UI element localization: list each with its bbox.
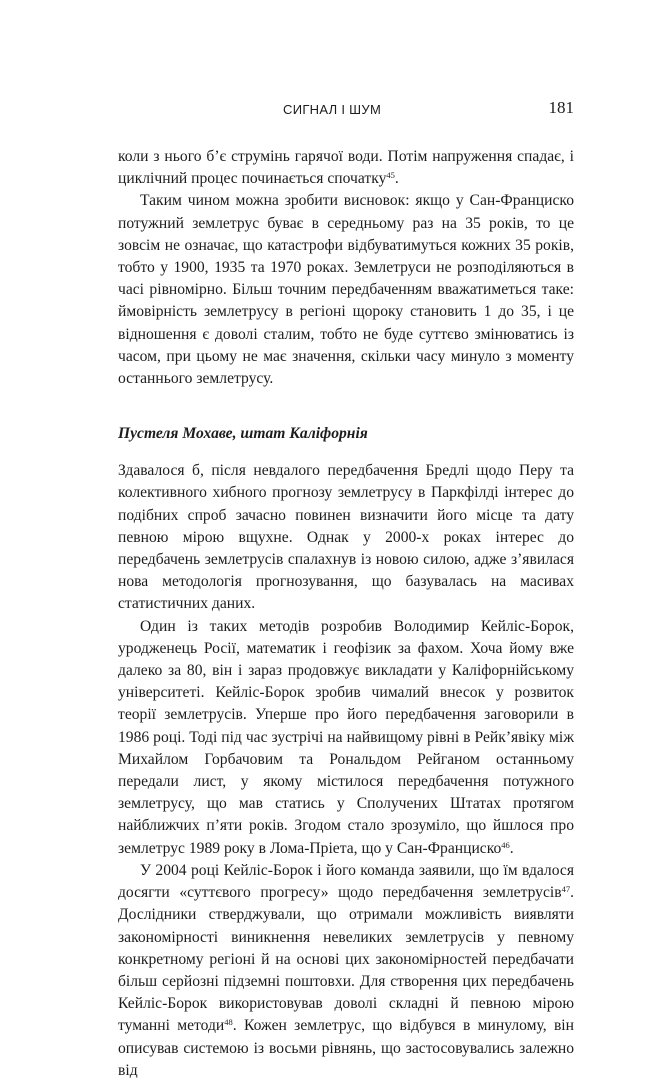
page-number: 181 — [548, 98, 574, 117]
paragraph-continued: коли з нього б’є струмінь гарячої води. Потім напруження спадає, і циклічний процес починається спочатку$^{45}$. — [118, 148, 574, 188]
running-head — [118, 96, 574, 122]
paragraph-text: . Дослідники стверджували, що отримали можливість виявляти закономірності виникнення невеликих землетрусів у певному конкретному регіоні й на основі цих закономірностей передбачати більш серйозні підземні поштовхи. Для створення цих передбачень Кейліс-Борок використовував доволі складні й певною мірою туманні методи — [118, 884, 574, 1035]
paragraph — [118, 460, 574, 615]
running-title: СИГНАЛ І ШУМ — [283, 102, 382, 117]
footnote-marker: 46 — [501, 839, 510, 850]
paragraph-text: коли з нього б’є струмінь гарячої води. Потім напруження спадає, і циклічний процес починається спочатку — [118, 148, 574, 188]
paragraph-text: Один із таких методів розробив Володимир Кейліс-Борок, уродженець Росії, математик і геофізик за фахом. Хоча йому вже далеко за 80, він і зараз продовжує викладати у Каліфорнійському університеті. Кейліс-Борок зробив чималий внесок у розвиток теорії землетрусів. Уперше про його передбачення заговорили в 1986 році. Тоді під час зустрічі на найвищому рівні в Рейк’явіку між Михайлом Горбачовим та Рональдом Рейганом останньому передали лист, у якому містилося передбачення потужного землетрусу, що мав статись у Сполучених Штатах протягом найближчих п’яти років. Згодом стало зрозуміло, що йшлося про землетрус 1989 року в Лома-Пріета, що у Сан-Франциско — [118, 617, 574, 857]
paragraph — [118, 190, 574, 390]
footnote-marker: 47 — [561, 884, 571, 895]
section-heading: Пустеля Мохаве, штат Каліфорнія — [118, 425, 368, 443]
paragraph-text: Здавалося б, після невдалого передбачення Бредлі щодо Перу та колективного хибного прогнозу землетрусу в Паркфілді інтерес до подібних спроб зачасно повинен визначити його місце та дату певною мірою вщухне. Однак у 2000-х роках інтерес до передбачень землетрусів спалахнув із новою силою, адже з’явилася нова методологія прогнозування, що базувалась на масивах статистичних даних. — [118, 462, 574, 613]
paragraph-text: . Кожен землетрус, що відбувся в минулому, він описував системою із восьми рівнянь, що застосовувались залежно від — [118, 1017, 574, 1079]
footnote-marker: 48 — [224, 1017, 233, 1028]
paragraph-text: У 2004 році Кейліс-Борок і його команда заявили, що їм вдалося досягти «суттєвого прогресу» щодо передбачення землетрусів — [118, 861, 574, 902]
book-page — [118, 96, 574, 1082]
footnote-marker: 45 — [386, 170, 395, 181]
paragraph: Один із таких методів розробив Володимир Кейліс-Борок, уродженець Росії, математик і геофізик за фахом. Хоча йому вже далеко за 80, він і зараз продовжує викладати у Каліфорнійському університеті. Кейліс-Борок зробив чималий внесок у розвиток теорії землетрусів. Уперше про його передбачення заговорили в 1986 році. Тоді під час зустрічі на найвищому рівні в Рейк’явіку між Михайлом Горбачовим та Рональдом Рейганом останньому передали лист, у якому містилося передбачення потужного землетрусу, що мав статись у Сполучених Штатах протягом найближчих п’яти років. Згодом стало зрозуміло, що йшлося про землетрус 1989 року в Лома-Пріета, що у Сан-Франциско$^{46}$. — [118, 617, 574, 857]
paragraph — [118, 860, 574, 1082]
paragraph-text: Таким чином можна зробити висновок: якщо у Сан-Франциско потужний землетрус буває в середньому раз на 35 років, то це зовсім не означає, що катастрофи відбуватимуться кожних 35 років, тобто у 1900, 1935 та 1970 роках. Землетруси не розподіляються в часі рівномірно. Більш точним передбаченням вважатиметься таке: ймовірність землетрусу в регіоні щороку становить 1 до 35, і це відношення є доволі сталим, тобто не буде суттєво змінюватись із часом, при цьому не має значення, скільки часу минуло з моменту останнього землетрусу. — [118, 192, 574, 388]
body-text — [118, 146, 574, 1082]
